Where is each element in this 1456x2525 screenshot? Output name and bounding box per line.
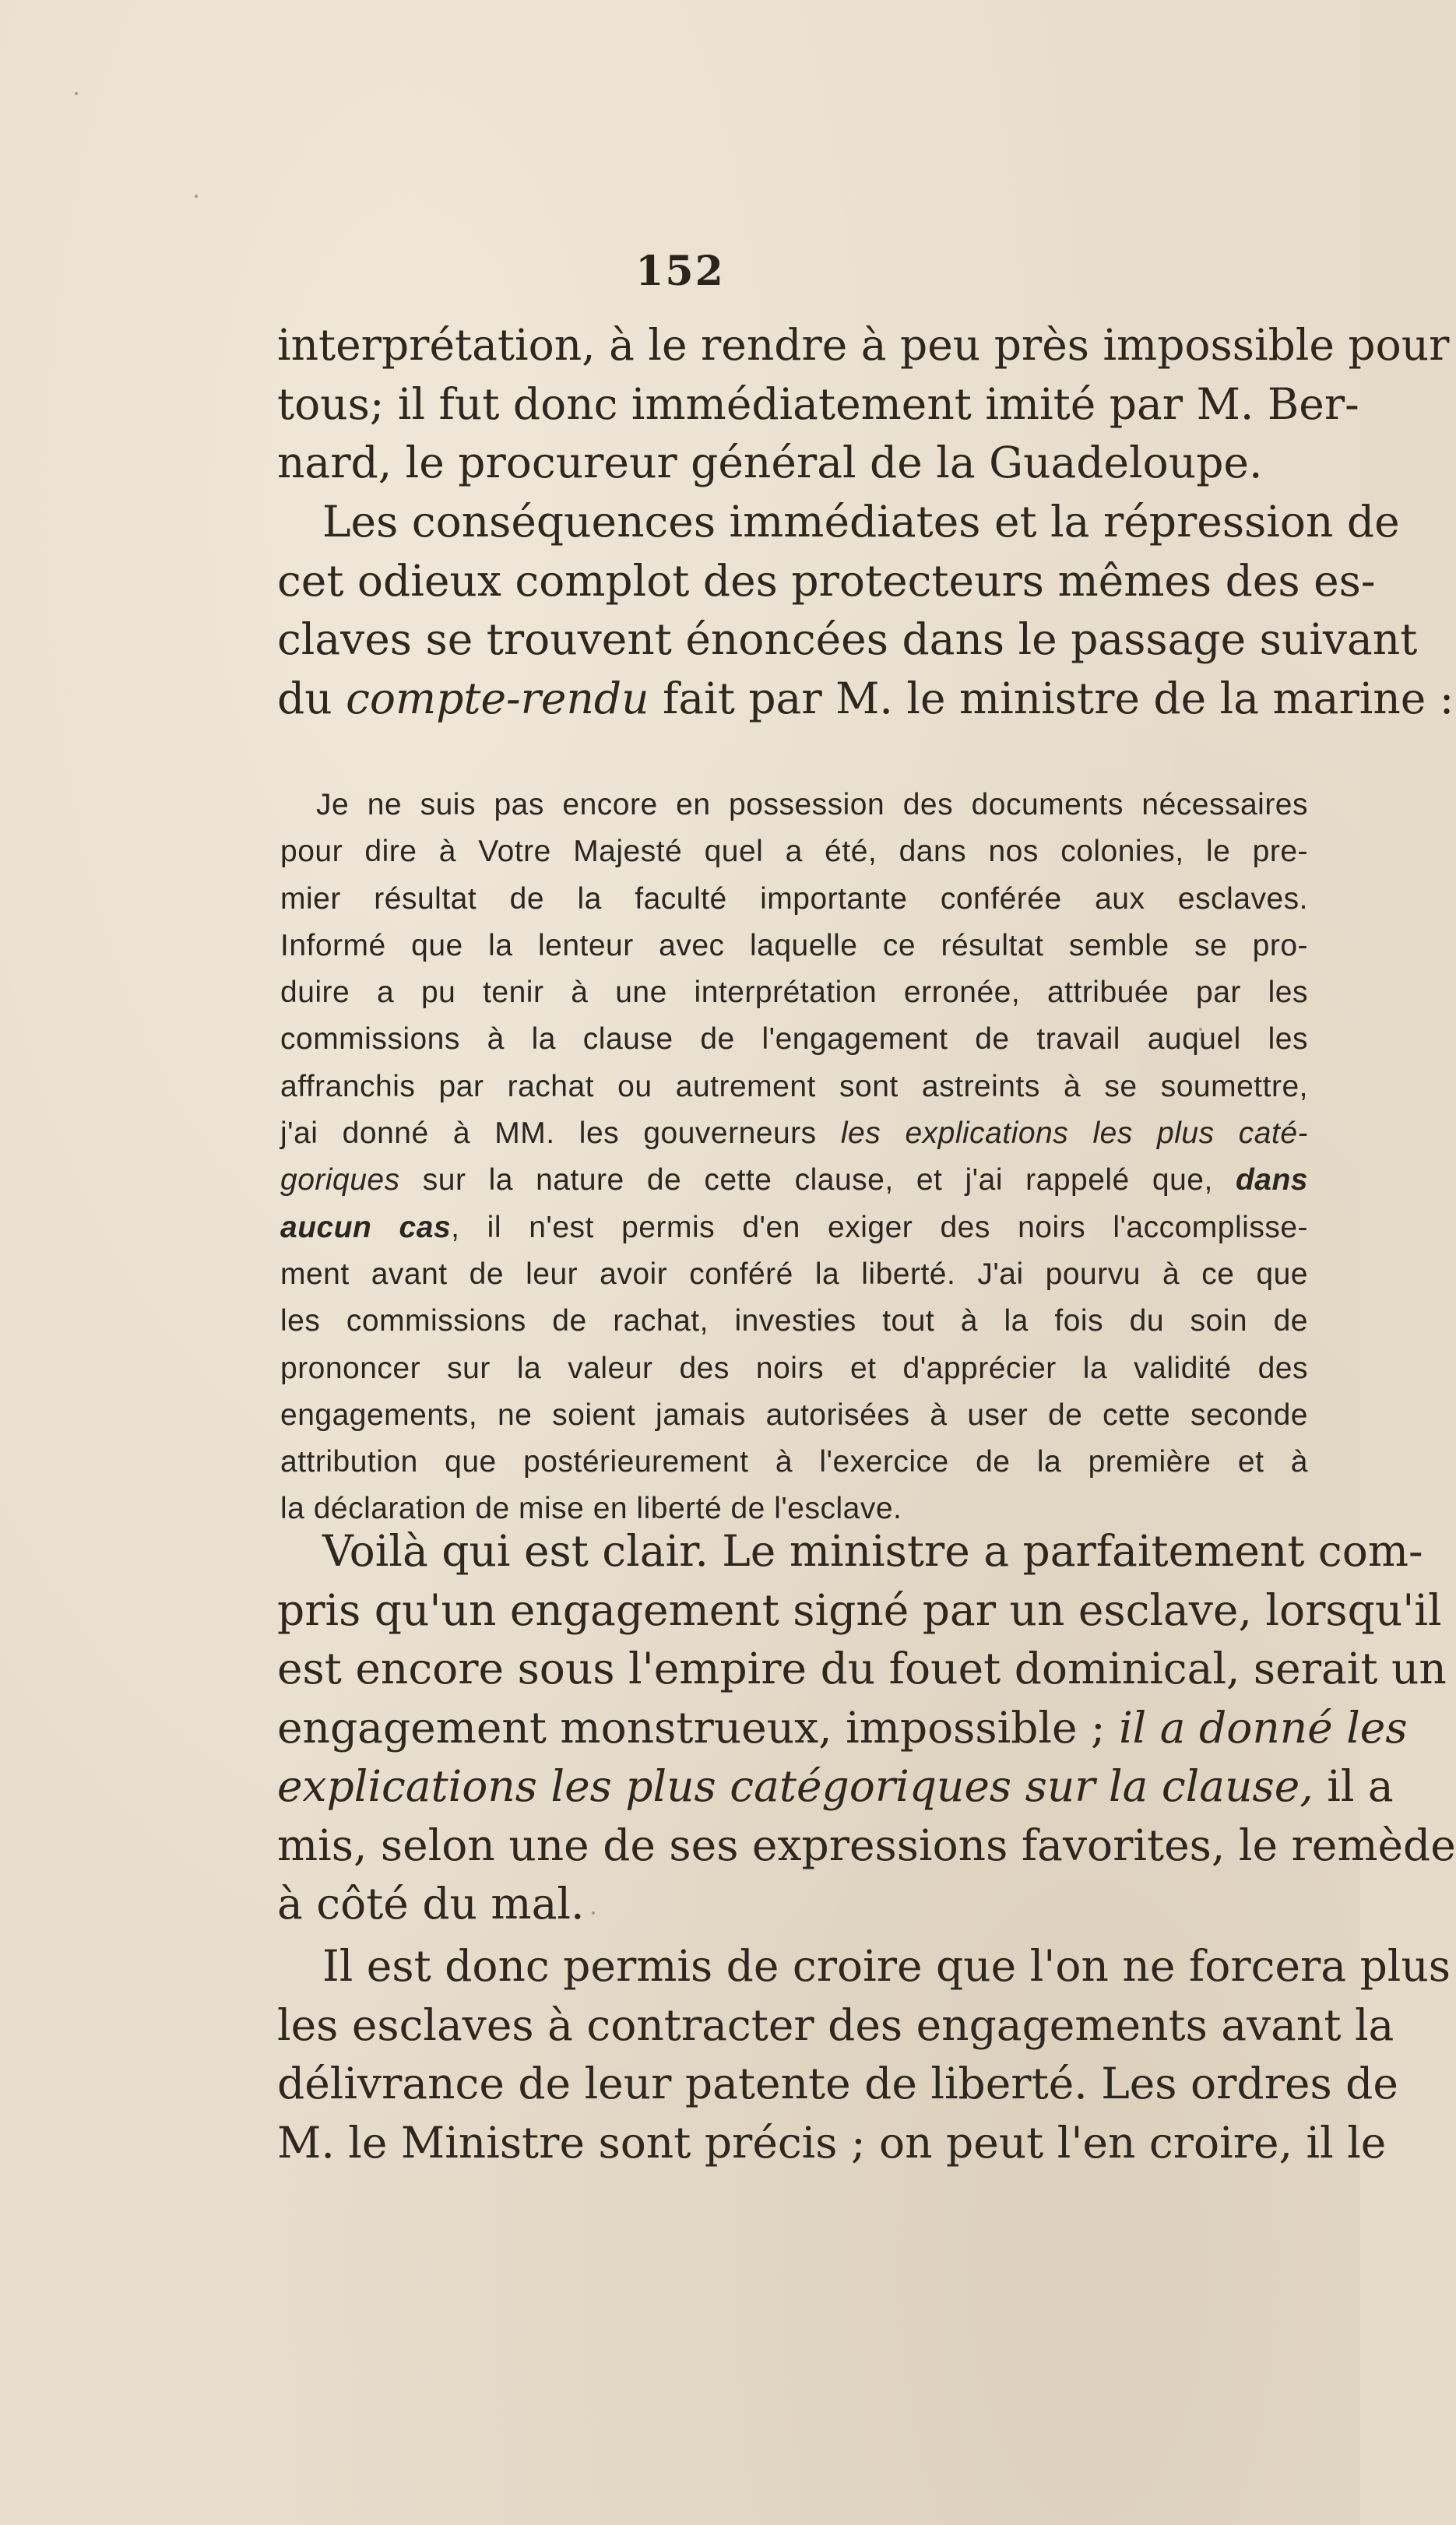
text-run: engagement monstrueux, impossible ; [277, 1702, 1120, 1753]
text-line: Voilà qui est clair. Le ministre a parfaitement com- [322, 1526, 1423, 1576]
paragraph-consequences [277, 493, 1454, 728]
text-line: mis, selon une de ses expressions favorites, le remède [277, 1820, 1456, 1870]
text-line: est encore sous l'empire du fouet dominical, serait un [277, 1644, 1447, 1693]
page-number: 152 [635, 248, 725, 295]
text-line [277, 670, 1454, 729]
text-run: il a [1313, 1761, 1394, 1811]
quote-line: engagements, ne soient jamais autorisées à user de cette seconde [280, 1398, 1308, 1432]
text-line: délivrance de leur patente de liberté. Les ordres de [277, 2059, 1398, 2108]
emphasis-goriques: goriques [280, 1163, 400, 1197]
quote-line: affranchis par rachat ou autrement sont astreints à se soumettre, [280, 1069, 1308, 1103]
emphasis-dans: dans [1235, 1163, 1308, 1197]
text-line: M. le Ministre sont précis ; on peut l'en croire, il le [277, 2117, 1387, 2168]
text-line: interprétation, à le rendre à peu près impossible pour [277, 320, 1450, 370]
text-run: fait par M. le ministre de la marine : [649, 673, 1454, 723]
paper-speck [592, 1911, 595, 1915]
quote-line: la déclaration de mise en liberté de l'esclave. [280, 1492, 902, 1526]
paragraph-commentary [277, 1522, 1456, 1934]
text-line: pris qu'un engagement signé par un esclave, lorsqu'il [277, 1584, 1442, 1635]
emphasis-il-a-donne: il a donné les [1119, 1702, 1408, 1753]
quote-line: pour dire à Votre Majesté quel a été, dans nos colonies, le pre- [280, 835, 1308, 869]
quote-line [280, 1157, 1308, 1204]
text-line: les esclaves à contracter des engagements avant la [277, 1999, 1394, 2050]
paper-speck [195, 195, 198, 198]
emphasis-explications-clause: explications les plus catégoriques sur la clause, [277, 1761, 1314, 1811]
quote-line: les commissions de rachat, investies tout à la fois du soin de [280, 1304, 1308, 1338]
text-line: nard, le procureur général de la Guadeloupe. [277, 438, 1263, 487]
quote-line: prononcer sur la valeur des noirs et d'apprécier la validité des [280, 1351, 1308, 1385]
quote-line: Informé que la lenteur avec laquelle ce résultat semble se pro- [280, 928, 1308, 962]
quote-line: duire a pu tenir à une interprétation erronée, attribuée par les [280, 976, 1308, 1010]
emphasis-aucun-cas: aucun cas [280, 1210, 452, 1244]
text-line [277, 1699, 1408, 1758]
text-run: sur la nature de cette clause, et j'ai rappelé que, [399, 1163, 1236, 1197]
text-line: cet odieux complot des protecteurs mêmes des es- [277, 555, 1376, 606]
text-line [277, 1757, 1394, 1816]
paragraph-continuation [277, 316, 1450, 493]
quote-line: mier résultat de la faculté importante conférée aux esclaves. [280, 881, 1308, 916]
emphasis-explications: les explications les plus caté- [840, 1117, 1308, 1151]
text-run: , il n'est permis d'en exiger des noirs l'accomplisse- [451, 1210, 1308, 1244]
quote-line [280, 1204, 1308, 1251]
text-run: du [277, 673, 346, 723]
text-line: claves se trouvent énoncées dans le passage suivant [277, 614, 1418, 664]
text-line: Les conséquences immédiates et la répression de [322, 497, 1400, 547]
emphasis-compte-rendu: compte-rendu [346, 673, 649, 723]
quote-line: Je ne suis pas encore en possession des documents nécessaires [316, 788, 1308, 821]
quote-line: attribution que postérieurement à l'exercice de la première et à [280, 1445, 1308, 1479]
paper-speck [75, 92, 78, 95]
paper-speck [1199, 1028, 1202, 1031]
text-line: tous; il fut donc immédiatement imité par M. Ber- [277, 378, 1359, 429]
quote-line: commissions à la clause de l'engagement de travail auquel les [280, 1022, 1308, 1057]
ministerial-quotation [280, 782, 1308, 1533]
text-line: Il est donc permis de croire que l'on ne forcera plus [322, 1941, 1451, 1991]
paragraph-conclusion [277, 1937, 1451, 2172]
quote-line [280, 1110, 1308, 1157]
text-line: à côté du mal. [277, 1879, 585, 1929]
text-run: j'ai donné à MM. les gouverneurs [280, 1117, 841, 1151]
quote-line: ment avant de leur avoir conféré la liberté. J'ai pourvu à ce que [280, 1257, 1308, 1291]
